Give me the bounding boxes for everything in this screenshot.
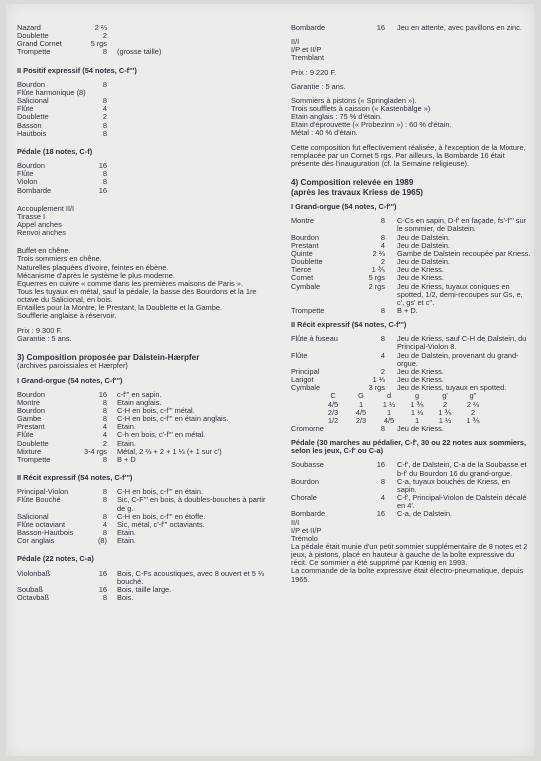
positif-heading: II Positif expressif (54 notes, C-f''')	[17, 65, 137, 75]
stop-row: Salicional 8 C-H en bois, c-f''' en étoffe.	[17, 511, 206, 521]
left-column	[17, 24, 269, 602]
stop-row: Principal 2 Jeu de Kriess.	[291, 366, 444, 376]
pedale-heading: Pédale (18 notes, C-f)	[17, 146, 93, 156]
stop-row: Trompette 8 (grosse taille)	[17, 47, 162, 57]
stop-row: Doublette 2	[17, 31, 107, 41]
recit-stop-list	[17, 488, 269, 545]
section-title: 3) Composition proposée par Dalstein-Hærpfer	[17, 352, 200, 362]
stop-row: Basson-Hautbois 8 Etain.	[17, 528, 136, 538]
stop-row: Flûte 8	[17, 169, 107, 179]
price-text: Prix : 9 300 F.	[17, 325, 63, 335]
stop-row: Principal-Violon 8 C-H en bois, c-f''' en étain.	[17, 487, 203, 497]
stop-row: Gambe 8 C-H en bois, c-f''' en étain anglais.	[17, 414, 229, 424]
section-subtitle: (après les travaux Kriess de 1965)	[291, 187, 423, 197]
stop-row: Chorale 4 C-f', Principal-Violon de Dalstein décalé en 4'.	[291, 493, 527, 511]
note-paragraph: Cette composition fut effectivement réalisée, à l'exception de la Mixture, remplacée par un Cornet 5 rgs. Par ailleurs, la Bombarde 16 était présente dès l'inauguration (cf. la Semaine religieuse).	[291, 142, 526, 168]
stop-row: Flûte octaviant 4 Sic, métal, c'-f''' octaviants.	[17, 519, 205, 529]
grand-orgue-heading: I Grand-orgue (54 notes, C-f''')	[291, 202, 397, 212]
pedale-heading: Pédale (22 notes, C-a)	[17, 554, 94, 564]
pedale-stop-list	[17, 570, 269, 603]
stop-row: Tierce 1 ⅗ Jeu de Kriess.	[291, 265, 444, 275]
stop-row: Bombarde 16 Jeu en attente, avec pavillons en zinc.	[291, 23, 522, 32]
document-page	[6, 4, 534, 756]
stop-row: Trompette 8 B + D.	[291, 305, 418, 315]
stop-row: Bourdon 16 c-f''' en sapin.	[17, 389, 162, 399]
price-text: Prix : 9 220 F.	[291, 67, 337, 77]
section-subtitle: (archives paroissiales et Hærpfer)	[17, 361, 128, 371]
stop-row: Cornet 5 rgs Jeu de Kriess.	[291, 273, 444, 283]
stop-row: Mixture 3-4 rgs Métal, 2 ⅔ + 2 + 1 ⅓ (+ 1 sur c')	[17, 446, 222, 456]
details-list: Sommiers à pistons (« Springladen »). Trois soufflets à caisson (« Kastenbälge ») Etain anglais : 75 % d'étain. Etain d'éprouvette (« Probezinn ») : 60 % d'étain. Métal : 40 % d'étain.	[291, 95, 452, 138]
stop-row: Flûte harmonique (8)	[17, 87, 86, 97]
stop-row: Cromorne 8 Jeu de Kriess.	[291, 424, 444, 434]
couplers-list: II/I I/P et II/P Tremblant	[291, 37, 324, 63]
couplers-list: II/I I/P et II/P Trémolo	[291, 517, 322, 543]
stop-row: Salicional 8	[17, 96, 107, 106]
stop-row: Bombarde 16	[17, 185, 107, 195]
pedale-stop-list	[291, 461, 531, 518]
stop-row: Doublette 2	[17, 112, 107, 122]
pedale-stop-list	[17, 162, 269, 195]
stop-row: Violonbaß 16 Bois, C-Fs acoustiques, avec 8 ouvert et 5 ⅓ bouché.	[17, 568, 265, 586]
construction-notes: Buffet en chêne. Trois sommiers en chêne. Naturelles plaquées d'ivoire, feintes en ébène. Mécanisme d'après le système le plus moderne. Equerres en cuivre « comme dans les premières maisons de Paris ». Tous les tuyaux en métal, sauf la pédale, la basse des Bourdons et la 1re octave du Salicional, en bois. Entailles pour la Montre, le Prestant, la Doublette et la Gambe. Soufflerie anglaise à réservoir.	[17, 246, 257, 321]
stop-row: Doublette 2 Etain.	[17, 438, 136, 448]
stop-row: Quinte 2 ⅔ Gambe de Dalstein recoupée par Kriess.	[291, 248, 531, 258]
stop-row: Cymbale 3 rgs Jeu de Kriess, tuyaux en spotted.	[291, 383, 507, 393]
right-column	[291, 24, 531, 584]
stop-row: Violon 8	[17, 177, 107, 187]
mixture-row: 1/2 2/3 4/5 1 1 ⅓ 1 ⅗	[327, 415, 480, 425]
stop-row: Bombarde 16 C-a, de Dalstein.	[291, 509, 453, 519]
stop-row: Bourdon 8 Jeu de Dalstein.	[291, 232, 450, 242]
section-title: 4) Composition relevée en 1989	[291, 178, 414, 188]
mixture-row: 4/5 1 1 ⅓ 1 ⅗ 2 2 ⅔	[327, 399, 480, 409]
stop-row: Soubasse 16 C-f', de Dalstein, C-a de la Soubasse et b-f' du Bourdon 16 du grand-orgue.	[291, 460, 527, 478]
warranty-text: Garantie : 5 ans.	[17, 333, 72, 343]
stop-row: Octavbaß 8 Bois.	[17, 592, 134, 602]
grand-orgue-stop-list	[291, 217, 531, 315]
mixture-table	[291, 392, 531, 425]
stop-row: Hautbois 8	[17, 128, 107, 138]
stop-row: Larigot 1 ⅓ Jeu de Kriess.	[291, 375, 444, 385]
stop-row: Nazard 2 ⅔	[17, 23, 107, 32]
recit-heading: II Récit expressif (54 notes, C-f''')	[291, 320, 407, 330]
stop-row: Montre 8 C-Cs en sapin, D-f' en façade, fs'-f''' sur le sommier, de Dalstein.	[291, 216, 527, 234]
stop-row: Bourdon 16	[17, 161, 107, 171]
stop-row: Flûte à fuseau 8 Jeu de Kriess, sauf C-H de Dalstein, du Principal-Violon 8.	[291, 334, 527, 352]
stop-row: Bourdon 8	[17, 79, 107, 89]
stop-row: Trompette 8 B + D	[17, 454, 136, 464]
mixture-notes-row: C G d g g' g''	[330, 391, 477, 401]
mixture-row: 2/3 4/5 1 1 ⅓ 1 ⅗ 2	[327, 407, 476, 417]
stop-row: Flûte Bouché 8 Sic, C-F''' en bois, à doubles-bouches à partir de g.	[17, 495, 266, 513]
stop-row: Prestant 4 Jeu de Dalstein.	[291, 240, 450, 250]
stop-row: Prestant 4 Etain.	[17, 422, 136, 432]
stop-row: Flûte 4 C-h en bois, c'-f''' en métal.	[17, 430, 206, 440]
positif-stop-list	[17, 81, 269, 138]
stop-row: Flûte 4	[17, 104, 107, 114]
stop-row: Doublette 2 Jeu de Dalstein.	[291, 257, 450, 267]
stop-row: Cymbale 2 rgs Jeu de Kriess, tuyaux coniques en spotted, 1/2, demi-recoupes sur Gs, e, c', gs' et c''.	[291, 281, 523, 307]
accessories-list: Accouplement II/I Tirasse I Appel anches Renvoi anches	[17, 203, 75, 238]
grand-orgue-heading: I Grand-orgue (54 notes, C-f''')	[17, 375, 123, 385]
warranty-text: Garantie : 5 ans.	[291, 81, 346, 91]
stop-row: Soubaß 16 Bois, taille large.	[17, 584, 172, 594]
top-stop-list	[17, 24, 269, 57]
grand-orgue-stop-list	[17, 391, 269, 464]
stop-row: Cor anglais (8) Etain.	[17, 536, 136, 546]
stop-row: Basson 8	[17, 120, 107, 130]
stop-row: Bourdon 8 C-a, tuyaux bouchés de Kriess, en sapin.	[291, 476, 510, 494]
stop-row: Bourdon 8 C-H en bois, c-f''' métal.	[17, 406, 195, 416]
recit-stop-list	[291, 335, 531, 392]
pedale-heading: Pédale (30 marches au pédalier, C-f', 30 ou 22 notes aux sommiers, selon les jeux, C-f' ou C-a)	[291, 438, 527, 456]
final-paragraph: La pédale était munie d'un petit sommier supplémentaire de 8 notes et 2 jeux, à pistons, placé en hauteur à gauche de la boîte expressive du récit. Ce sommier a été supprimé par Kœnig en 1993.	[291, 542, 528, 568]
stop-row: Montre 8 Etain anglais.	[17, 397, 162, 407]
recit-heading: II Récit expressif (54 notes, C-f''')	[17, 473, 133, 483]
final-paragraph: La commande de la boîte expressive était électro-pneumatique, depuis 1965.	[291, 566, 524, 584]
stop-row: Flûte 4 Jeu de Dalstein, provenant du grand-orgue.	[291, 350, 519, 368]
stop-row: Grand Cornet 5 rgs	[17, 39, 107, 49]
